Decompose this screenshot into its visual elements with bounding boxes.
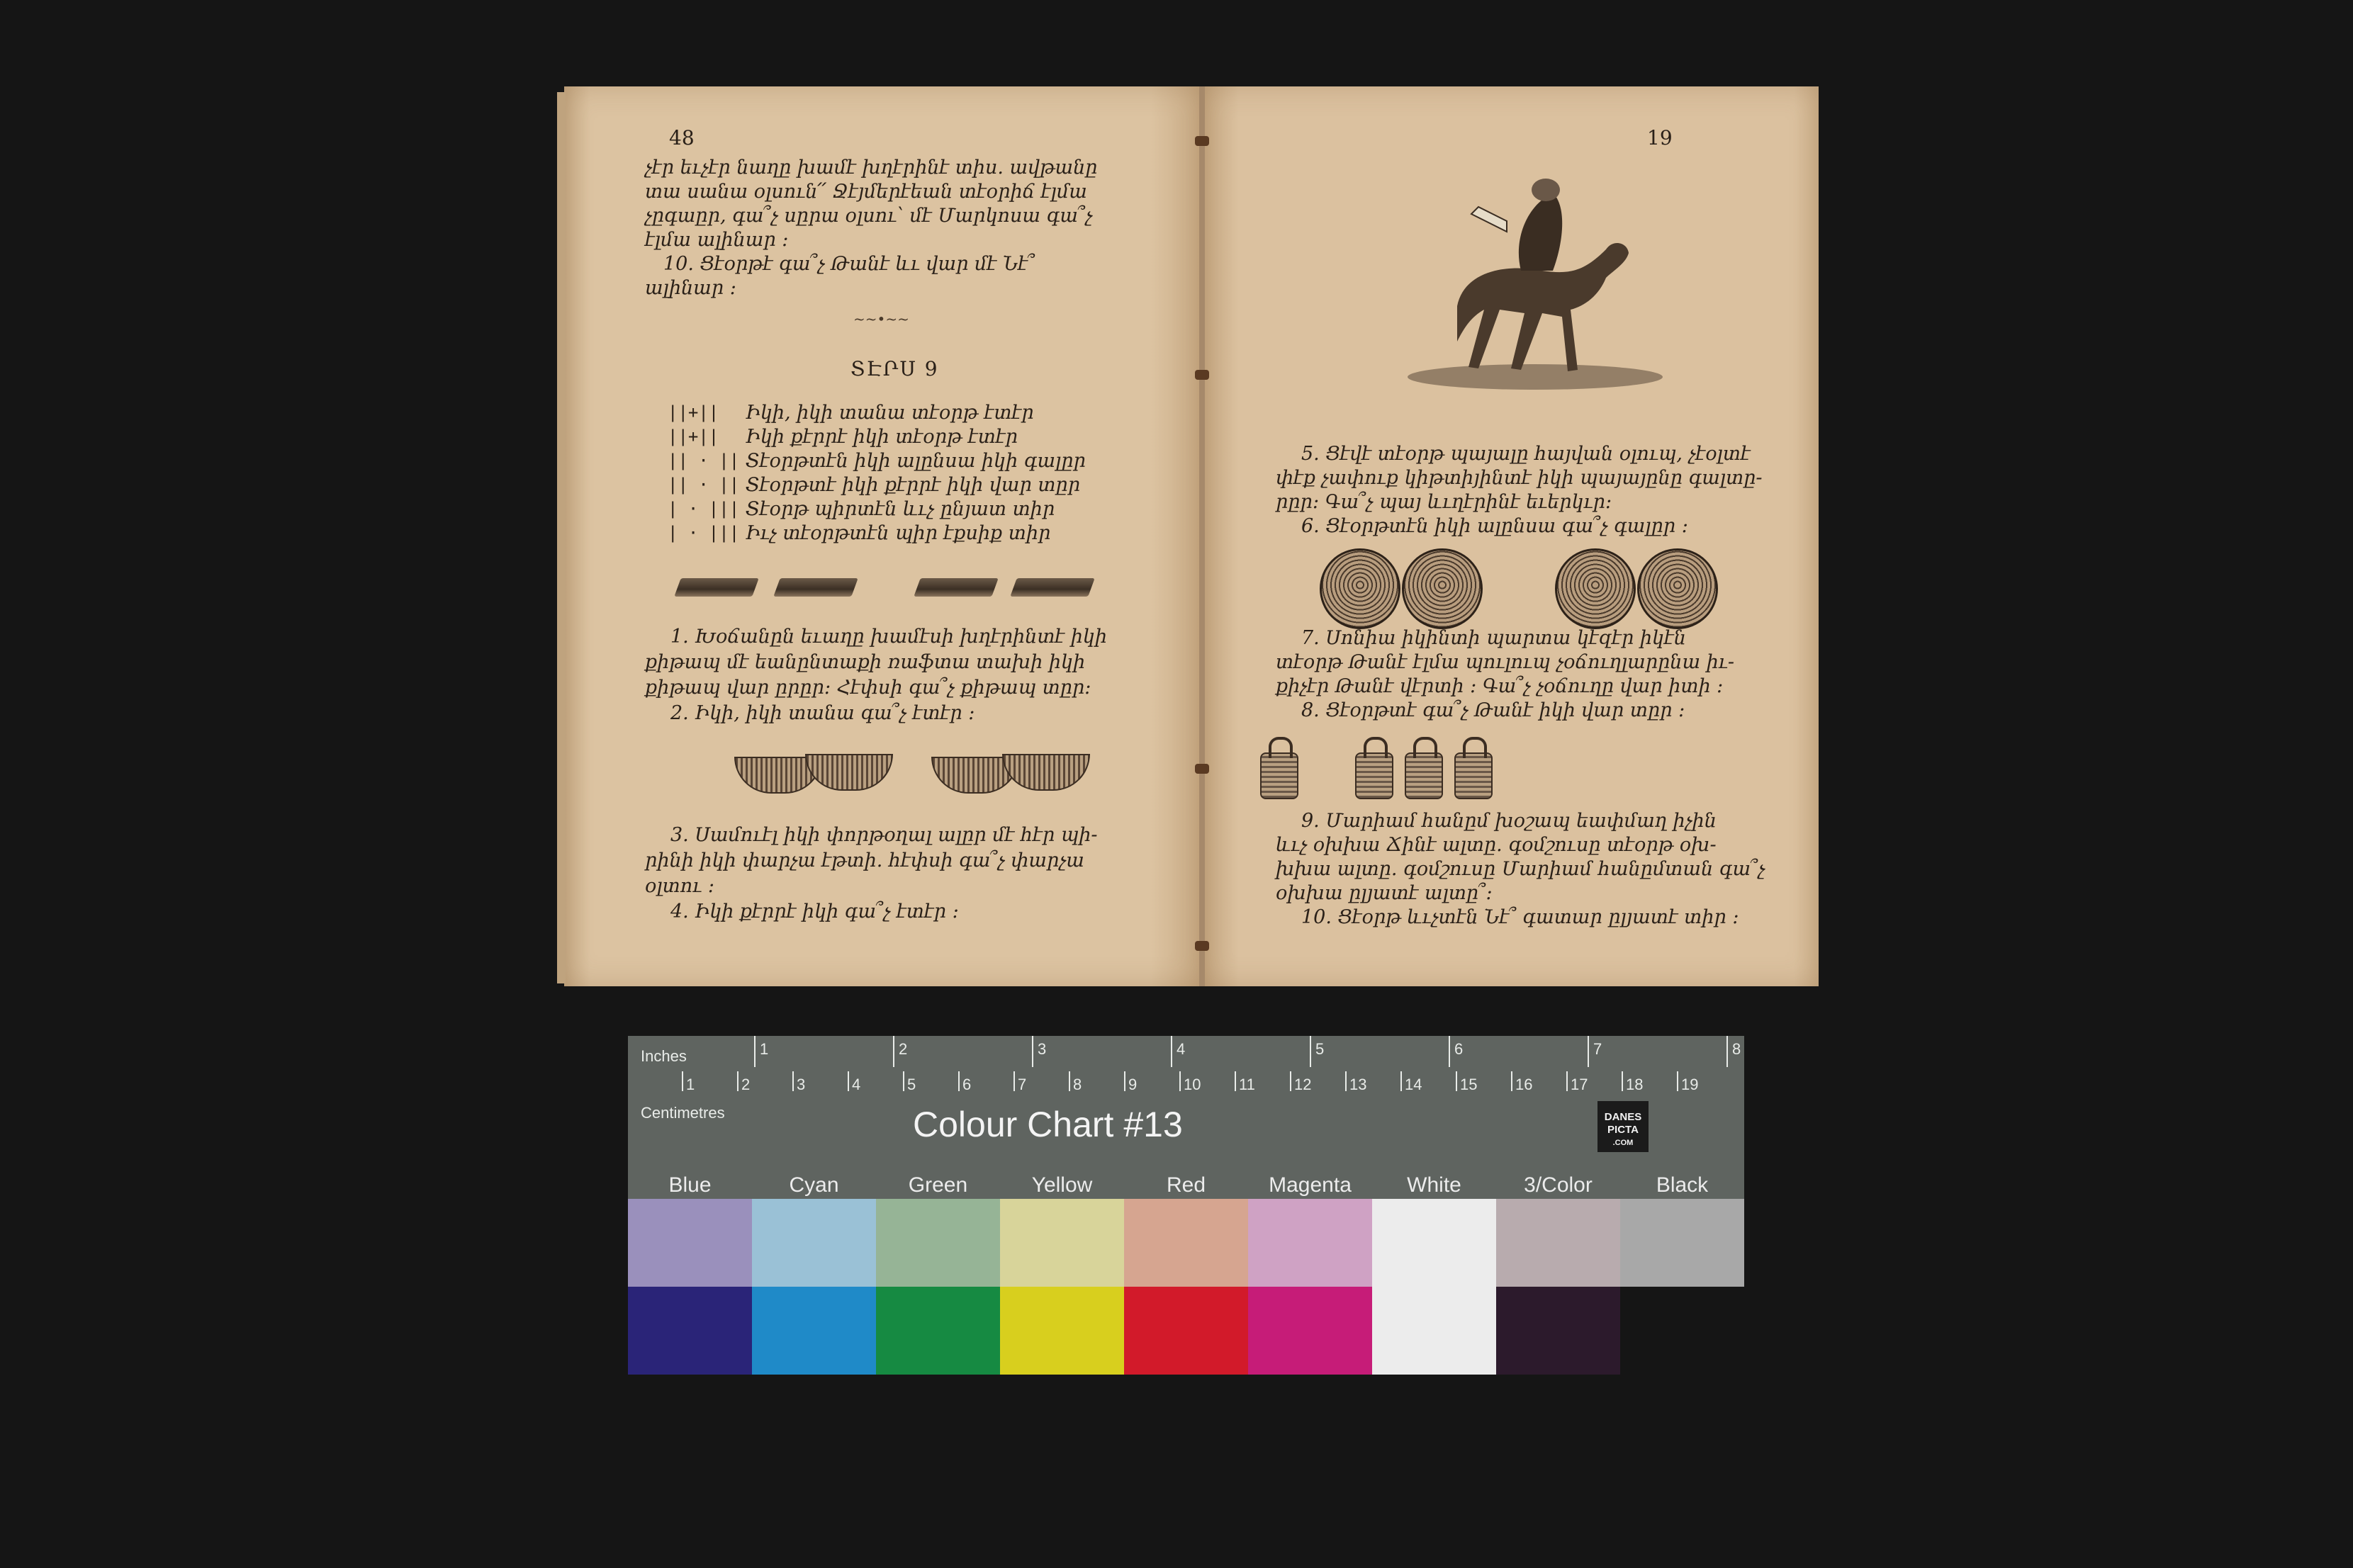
cm-number: 3 bbox=[797, 1076, 806, 1093]
cm-number: 16 bbox=[1515, 1076, 1533, 1093]
tally-mark: || · || bbox=[668, 451, 740, 470]
inch-number: 1 bbox=[760, 1040, 769, 1058]
inch-number: 2 bbox=[899, 1040, 908, 1058]
swatch-saturated bbox=[876, 1287, 1000, 1375]
text-line: օխխա ըլյատէ ալտը՞։ bbox=[1276, 882, 1493, 904]
cm-tick bbox=[1456, 1071, 1457, 1091]
book-illustration bbox=[773, 578, 858, 597]
cm-tick bbox=[1566, 1071, 1568, 1091]
cm-tick bbox=[1345, 1071, 1347, 1091]
page-edge bbox=[557, 92, 566, 983]
text-line: ալինար ։ bbox=[645, 277, 736, 299]
orange-half-illustration bbox=[805, 754, 893, 791]
cm-number: 2 bbox=[741, 1076, 751, 1093]
book-gutter bbox=[1199, 86, 1205, 986]
logo-line: DANES bbox=[1604, 1111, 1642, 1123]
text-line: 9. Մարիամ հանըմ խօշապ եափմաղ իչին bbox=[1301, 810, 1717, 832]
inch-tick bbox=[1588, 1036, 1589, 1067]
tally-mark: ||+|| bbox=[668, 402, 719, 422]
cm-tick bbox=[1179, 1071, 1181, 1091]
ornament-divider: ~~•~~ bbox=[853, 310, 909, 327]
cm-number: 15 bbox=[1460, 1076, 1478, 1093]
inch-number: 5 bbox=[1315, 1040, 1325, 1058]
swatch-label: Black bbox=[1656, 1173, 1709, 1197]
binding-stitch bbox=[1195, 764, 1209, 774]
logo-line: PICTA bbox=[1607, 1124, 1639, 1136]
cm-number: 7 bbox=[1018, 1076, 1027, 1093]
padlock-illustration bbox=[1355, 752, 1393, 799]
inch-tick bbox=[1726, 1036, 1728, 1067]
text-line: չէր եւչէր նաղը խամէ խղէրինէ տիս. ավթանը bbox=[645, 157, 1098, 179]
cm-tick bbox=[737, 1071, 739, 1091]
tally-mark: | · ||| bbox=[668, 499, 740, 519]
padlock-illustration bbox=[1260, 752, 1298, 799]
swatch-light bbox=[1372, 1199, 1496, 1287]
tally-text: Տէօրթտէ իկի քէրրէ իկի վար տըր bbox=[746, 474, 1081, 496]
inch-number: 8 bbox=[1732, 1040, 1741, 1058]
text-line: էլմա ալինար ։ bbox=[645, 229, 789, 251]
binding-stitch bbox=[1195, 136, 1209, 146]
right-page bbox=[1202, 86, 1819, 986]
ball-illustration bbox=[1637, 548, 1718, 629]
tally-text: Տէօրթտէն իկի ալընսա իկի գալըր bbox=[746, 450, 1086, 472]
inch-tick bbox=[1310, 1036, 1311, 1067]
swatch-label: White bbox=[1407, 1173, 1461, 1197]
swatch-saturated bbox=[1124, 1287, 1248, 1375]
left-page bbox=[564, 86, 1202, 986]
swatch-label: Red bbox=[1166, 1173, 1206, 1197]
swatch-light bbox=[1248, 1199, 1372, 1287]
cm-tick bbox=[1400, 1071, 1402, 1091]
book-illustration bbox=[914, 578, 998, 597]
cm-number: 5 bbox=[907, 1076, 916, 1093]
cm-number: 8 bbox=[1073, 1076, 1082, 1093]
swatch-label: Blue bbox=[668, 1173, 712, 1197]
text-line: 2. Իկի, իկի տանա գա՞չ էտէր ։ bbox=[670, 702, 975, 724]
cm-number: 11 bbox=[1239, 1076, 1255, 1093]
text-line: 4. Իկի քէրրէ իկի գա՞չ էտէր ։ bbox=[670, 901, 959, 923]
ball-illustration bbox=[1320, 548, 1400, 629]
text-line: տա սանա օլսուն՛՛ Ջէյմերէեան տէօրիճ էլմա bbox=[645, 181, 1087, 203]
swatch-saturated bbox=[628, 1287, 752, 1375]
cm-tick bbox=[1013, 1071, 1015, 1091]
inches-label: Inches bbox=[641, 1047, 687, 1065]
cm-tick bbox=[792, 1071, 794, 1091]
swatch-saturated bbox=[1000, 1287, 1124, 1375]
ball-illustration bbox=[1402, 548, 1483, 629]
page-number-right: 19 bbox=[1647, 126, 1673, 150]
cm-number: 18 bbox=[1626, 1076, 1644, 1093]
text-line: խխա ալտը. գօմշուսը Մարիամ հանըմտան գա՞չ bbox=[1276, 858, 1765, 880]
centimetres-label: Centimetres bbox=[641, 1104, 725, 1122]
swatch-saturated bbox=[1620, 1287, 1744, 1375]
cm-number: 17 bbox=[1571, 1076, 1588, 1093]
danes-picta-logo bbox=[1597, 1101, 1649, 1152]
chart-title: Colour Chart #13 bbox=[913, 1105, 1183, 1144]
cm-tick bbox=[1124, 1071, 1125, 1091]
text-line: 3. Սամուէլ իկի փորթօղալ ալըր մէ հէր պի- bbox=[670, 824, 1098, 846]
text-line: 10. Ցէօրթ ևւչտէն Նէ՞ գատար ըլյատէ տիր ։ bbox=[1301, 906, 1739, 928]
swatch-light bbox=[1000, 1199, 1124, 1287]
inch-tick bbox=[893, 1036, 894, 1067]
text-line: 8. Ցէօրթտէ գա՞չ Թանէ իկի վար տըր ։ bbox=[1301, 699, 1685, 721]
orange-half-illustration bbox=[1002, 754, 1090, 791]
text-line: քիթապ մէ եանընտաքի ռաֆտա տախի իկի bbox=[645, 651, 1086, 673]
lesson-heading: ՏԷՐՍ 9 bbox=[850, 357, 939, 380]
cm-number: 9 bbox=[1128, 1076, 1138, 1093]
cm-tick bbox=[1511, 1071, 1512, 1091]
cm-tick bbox=[1677, 1071, 1678, 1091]
inch-number: 4 bbox=[1176, 1040, 1186, 1058]
swatch-names bbox=[628, 1168, 1744, 1199]
cm-tick bbox=[903, 1071, 904, 1091]
logo-line: .COM bbox=[1612, 1139, 1634, 1147]
text-line: 5. Ցէվէ տէօրթ պայալը հայվան օլուպ, չէօլտէ bbox=[1301, 443, 1751, 465]
ruler bbox=[628, 1036, 1744, 1168]
cm-tick bbox=[848, 1071, 849, 1091]
tally-mark: || · || bbox=[668, 475, 740, 495]
tally-text: Տէօրթ պիրտէն ևւչ ընյատ տիր bbox=[746, 498, 1055, 520]
tally-mark: | · ||| bbox=[668, 523, 740, 543]
cm-tick bbox=[1290, 1071, 1291, 1091]
cm-tick bbox=[682, 1071, 683, 1091]
open-book bbox=[564, 86, 1819, 986]
book-illustration bbox=[1010, 578, 1094, 597]
inch-tick bbox=[1032, 1036, 1033, 1067]
text-line: օլտու ։ bbox=[645, 875, 715, 897]
cm-number: 12 bbox=[1294, 1076, 1312, 1093]
swatch-label: Green bbox=[908, 1173, 968, 1197]
swatch-saturated bbox=[1248, 1287, 1372, 1375]
swatch-label: Cyan bbox=[789, 1173, 839, 1197]
cm-number: 4 bbox=[852, 1076, 861, 1093]
tally-mark: ||+|| bbox=[668, 427, 719, 446]
text-line: փէք չափուք կիթտիյինտէ իկի պայայընը գալտը- bbox=[1276, 467, 1763, 489]
swatch-saturated bbox=[1496, 1287, 1620, 1375]
padlock-illustration bbox=[1405, 752, 1443, 799]
swatch-light bbox=[1124, 1199, 1248, 1287]
swatch-label: 3/Color bbox=[1524, 1173, 1593, 1197]
cm-number: 10 bbox=[1184, 1076, 1201, 1093]
text-line: րինի իկի փարչա էթտի. հէփսի գա՞չ փարչա bbox=[645, 850, 1084, 872]
swatch-label: Magenta bbox=[1269, 1173, 1352, 1197]
padlock-illustration bbox=[1454, 752, 1493, 799]
text-line: տէօրթ Թանէ էլմա պուլուպ չօճուղլարընա իւ- bbox=[1276, 651, 1734, 673]
swatch-light bbox=[876, 1199, 1000, 1287]
camel-rider-illustration bbox=[1400, 164, 1670, 391]
inch-number: 3 bbox=[1038, 1040, 1047, 1058]
cm-tick bbox=[1622, 1071, 1623, 1091]
text-line: ևւչ օխխա Ճինէ ալտը. գօմշուսը տէօրթ օխ- bbox=[1276, 834, 1717, 856]
page-number-left: 48 bbox=[669, 126, 695, 150]
inch-tick bbox=[1449, 1036, 1450, 1067]
binding-stitch bbox=[1195, 370, 1209, 380]
cm-tick bbox=[1235, 1071, 1236, 1091]
text-line: 1. Խօճանըն եւաղը խամէսի խղէրինտէ իկի bbox=[670, 626, 1108, 648]
colour-chart bbox=[628, 1036, 1744, 1375]
swatch-saturated bbox=[1372, 1287, 1496, 1375]
tally-text: Իկի, իկի տանա տէօրթ էտէր bbox=[746, 402, 1034, 424]
swatch-light bbox=[1496, 1199, 1620, 1287]
text-line: 6. Ցէօրթտէն իկի ալընսա գա՞չ գալըր ։ bbox=[1301, 515, 1688, 537]
tally-text: Իւչ տէօրթտէն պիր էքսիք տիր bbox=[746, 522, 1051, 544]
inch-tick bbox=[754, 1036, 756, 1067]
cm-number: 1 bbox=[686, 1076, 695, 1093]
text-line: 10. Ցէօրթէ գա՞չ Թանէ ևւ վար մէ Նէ՞ bbox=[663, 253, 1035, 275]
text-line: քիչէր Թանէ վէրտի ։ Գա՞չ չօճուղը վար իտի ։ bbox=[1276, 675, 1724, 697]
swatch-light bbox=[1620, 1199, 1744, 1287]
swatch-label: Yellow bbox=[1031, 1173, 1093, 1197]
text-line: քիթապ վար ըրըր։ Հէփսի գա՞չ քիթապ տըր։ bbox=[645, 677, 1091, 699]
inch-number: 6 bbox=[1454, 1040, 1464, 1058]
text-line: 7. Սոնիա իկինտի պարտա կէզէր իկէն bbox=[1301, 627, 1686, 649]
ball-illustration bbox=[1555, 548, 1636, 629]
swatch-saturated bbox=[752, 1287, 876, 1375]
tally-text: Իկի քէրրէ իկի տէօրթ էտէր bbox=[746, 426, 1018, 448]
cm-tick bbox=[958, 1071, 960, 1091]
binding-stitch bbox=[1195, 941, 1209, 951]
inch-number: 7 bbox=[1593, 1040, 1602, 1058]
cm-number: 14 bbox=[1405, 1076, 1422, 1093]
cm-tick bbox=[1069, 1071, 1070, 1091]
cm-number: 13 bbox=[1349, 1076, 1367, 1093]
swatch-light bbox=[628, 1199, 752, 1287]
text-line: րըր։ Գա՞չ պայ ևւղէրինէ եւերկւր։ bbox=[1276, 491, 1612, 513]
swatch-light bbox=[752, 1199, 876, 1287]
cm-number: 19 bbox=[1681, 1076, 1699, 1093]
inch-tick bbox=[1171, 1036, 1172, 1067]
cm-number: 6 bbox=[962, 1076, 972, 1093]
text-line: չըգաըր, գա՞չ սըրա օլսու՝ մէ Մարկոսա գա՞չ bbox=[645, 205, 1093, 227]
book-illustration bbox=[674, 578, 758, 597]
